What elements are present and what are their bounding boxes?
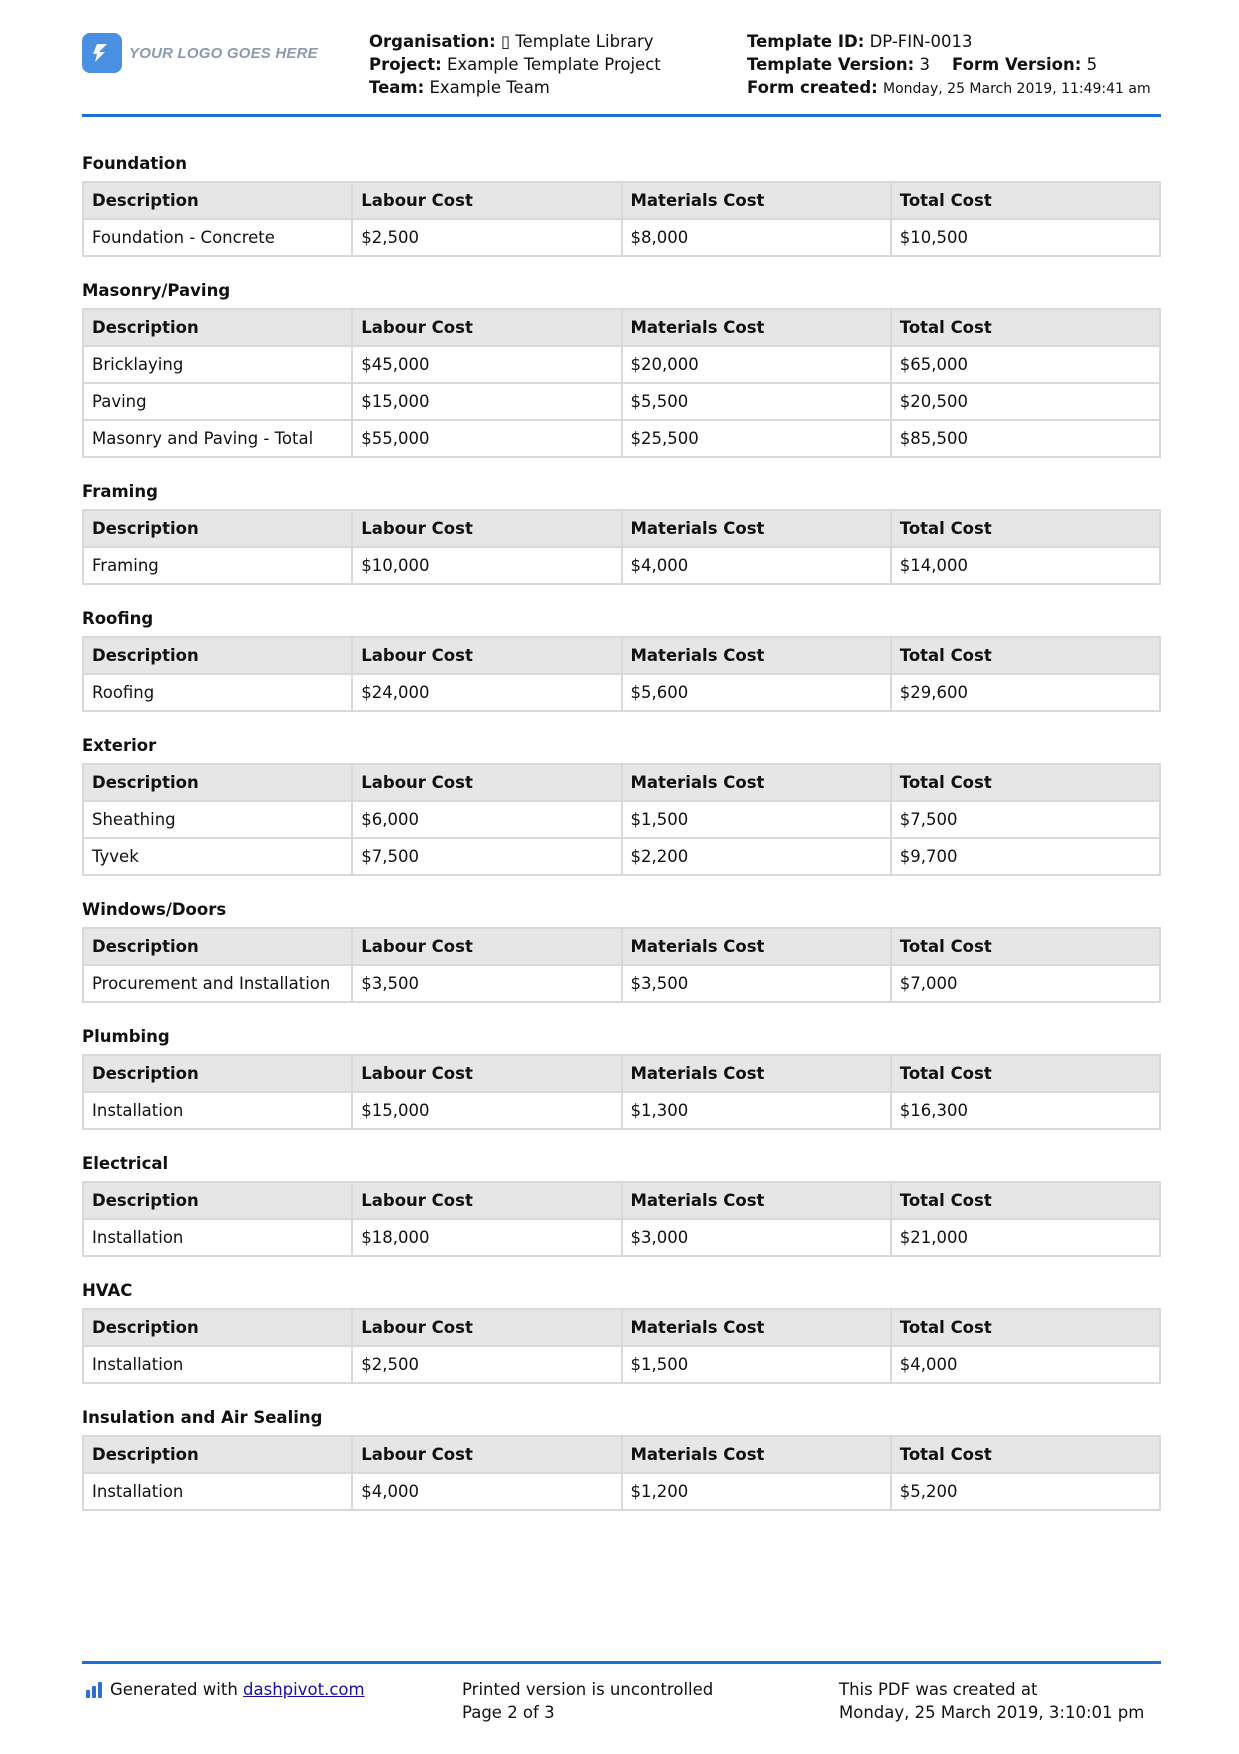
- cost-table: [82, 636, 1161, 712]
- column-header: Labour Cost: [352, 1182, 621, 1219]
- column-header: Total Cost: [891, 1182, 1160, 1219]
- table-row: [83, 1219, 1160, 1256]
- table-cell: $15,000: [352, 383, 621, 420]
- column-header: Labour Cost: [352, 309, 621, 346]
- column-header: Labour Cost: [352, 637, 621, 674]
- column-header: Total Cost: [891, 309, 1160, 346]
- table-cell: $8,000: [622, 219, 891, 256]
- column-header: Description: [83, 1182, 352, 1219]
- logo-icon: [82, 33, 122, 73]
- table-cell: $10,000: [352, 547, 621, 584]
- table-cell: Tyvek: [83, 838, 352, 875]
- template-meta: [747, 30, 1151, 101]
- cost-table: [82, 308, 1161, 458]
- table-row: [83, 420, 1160, 457]
- column-header: Labour Cost: [352, 1055, 621, 1092]
- table-cell: $1,300: [622, 1092, 891, 1129]
- section-title: Foundation: [82, 154, 188, 173]
- table-cell: $2,200: [622, 838, 891, 875]
- column-header: Materials Cost: [622, 1055, 891, 1092]
- project-value: Example Template Project: [446, 55, 661, 74]
- table-cell: Sheathing: [83, 801, 352, 838]
- column-header: Labour Cost: [352, 182, 621, 219]
- table-cell: Procurement and Installation: [83, 965, 352, 1002]
- column-header: Labour Cost: [352, 928, 621, 965]
- organisation-value: ▯ Template Library: [500, 32, 654, 51]
- table-header-row: [83, 1182, 1160, 1219]
- organisation-label: Organisation:: [369, 32, 496, 51]
- table-cell: $2,500: [352, 1346, 621, 1383]
- page-header: [82, 0, 1161, 117]
- section-title: Masonry/Paving: [82, 281, 231, 300]
- column-header: Total Cost: [891, 1055, 1160, 1092]
- table-header-row: [83, 1436, 1160, 1473]
- project-label: Project:: [369, 55, 442, 74]
- print-status: [462, 1678, 713, 1724]
- organisation-meta: [369, 30, 661, 99]
- pdf-created-text: This PDF was created at: [839, 1680, 1038, 1699]
- column-header: Description: [83, 928, 352, 965]
- section-title: HVAC: [82, 1281, 133, 1300]
- template-id-value: DP-FIN-0013: [869, 32, 973, 51]
- column-header: Description: [83, 1436, 352, 1473]
- logo-text: YOUR LOGO GOES HERE: [129, 44, 318, 62]
- cost-sections: [82, 151, 1161, 1532]
- column-header: Description: [83, 182, 352, 219]
- table-row: [83, 346, 1160, 383]
- table-cell: Framing: [83, 547, 352, 584]
- column-header: Total Cost: [891, 1436, 1160, 1473]
- team-label: Team:: [369, 78, 425, 97]
- table-cell: $7,500: [891, 801, 1160, 838]
- table-row: [83, 547, 1160, 584]
- section-title: Roofing: [82, 609, 154, 628]
- table-cell: Installation: [83, 1092, 352, 1129]
- table-cell: $7,500: [352, 838, 621, 875]
- table-header-row: [83, 182, 1160, 219]
- table-cell: $9,700: [891, 838, 1160, 875]
- form-version-label: Form Version:: [951, 55, 1082, 74]
- table-header-row: [83, 309, 1160, 346]
- table-row: [83, 383, 1160, 420]
- cost-table: [82, 1435, 1161, 1511]
- page-footer: [82, 1661, 1161, 1722]
- column-header: Labour Cost: [352, 1436, 621, 1473]
- column-header: Description: [83, 309, 352, 346]
- column-header: Description: [83, 1309, 352, 1346]
- table-cell: $25,500: [622, 420, 891, 457]
- form-created-value: Monday, 25 March 2019, 11:49:41 am: [883, 81, 1151, 97]
- table-cell: $14,000: [891, 547, 1160, 584]
- table-cell: $7,000: [891, 965, 1160, 1002]
- table-header-row: [83, 764, 1160, 801]
- table-row: [83, 838, 1160, 875]
- table-header-row: [83, 510, 1160, 547]
- column-header: Materials Cost: [622, 1309, 891, 1346]
- table-cell: Masonry and Paving - Total: [83, 420, 352, 457]
- column-header: Materials Cost: [622, 1436, 891, 1473]
- template-version-value: 3: [919, 55, 930, 74]
- column-header: Materials Cost: [622, 182, 891, 219]
- table-cell: $18,000: [352, 1219, 621, 1256]
- column-header: Description: [83, 510, 352, 547]
- section-title: Electrical: [82, 1154, 169, 1173]
- template-id-label: Template ID:: [747, 32, 865, 51]
- column-header: Materials Cost: [622, 764, 891, 801]
- column-header: Total Cost: [891, 1309, 1160, 1346]
- section-title: Windows/Doors: [82, 900, 227, 919]
- table-header-row: [83, 1309, 1160, 1346]
- cost-table: [82, 1054, 1161, 1130]
- table-row: [83, 1473, 1160, 1510]
- generated-with: [86, 1678, 365, 1701]
- table-cell: $29,600: [891, 674, 1160, 711]
- table-row: [83, 1092, 1160, 1129]
- column-header: Materials Cost: [622, 637, 891, 674]
- table-cell: $4,000: [622, 547, 891, 584]
- uncontrolled-text: Printed version is uncontrolled: [462, 1680, 714, 1699]
- table-cell: $4,000: [352, 1473, 621, 1510]
- table-cell: $21,000: [891, 1219, 1160, 1256]
- section-title: Exterior: [82, 736, 157, 755]
- generated-text: Generated with: [110, 1680, 238, 1699]
- table-cell: Installation: [83, 1219, 352, 1256]
- column-header: Total Cost: [891, 764, 1160, 801]
- form-created-label: Form created:: [747, 78, 878, 97]
- cost-table: [82, 1181, 1161, 1257]
- cost-table: [82, 181, 1161, 257]
- section-title: Framing: [82, 482, 158, 501]
- table-header-row: [83, 928, 1160, 965]
- table-header-row: [83, 1055, 1160, 1092]
- column-header: Description: [83, 764, 352, 801]
- pdf-created: [839, 1678, 1144, 1724]
- table-row: [83, 801, 1160, 838]
- table-cell: $20,500: [891, 383, 1160, 420]
- team-value: Example Team: [429, 78, 550, 97]
- table-cell: $6,000: [352, 801, 621, 838]
- dashpivot-logo-icon: [86, 1682, 102, 1698]
- column-header: Materials Cost: [622, 928, 891, 965]
- cost-table: [82, 927, 1161, 1003]
- table-cell: $45,000: [352, 346, 621, 383]
- table-cell: $16,300: [891, 1092, 1160, 1129]
- column-header: Labour Cost: [352, 510, 621, 547]
- table-cell: $4,000: [891, 1346, 1160, 1383]
- table-cell: Foundation - Concrete: [83, 219, 352, 256]
- column-header: Materials Cost: [622, 1182, 891, 1219]
- table-cell: $5,500: [622, 383, 891, 420]
- section-title: Insulation and Air Sealing: [82, 1408, 323, 1427]
- table-cell: $5,600: [622, 674, 891, 711]
- pdf-created-date: Monday, 25 March 2019, 3:10:01 pm: [839, 1703, 1145, 1722]
- table-cell: Installation: [83, 1473, 352, 1510]
- form-version-value: 5: [1086, 55, 1098, 74]
- table-cell: Bricklaying: [83, 346, 352, 383]
- column-header: Total Cost: [891, 510, 1160, 547]
- table-cell: Installation: [83, 1346, 352, 1383]
- table-cell: $1,500: [622, 801, 891, 838]
- table-cell: $3,000: [622, 1219, 891, 1256]
- column-header: Labour Cost: [352, 1309, 621, 1346]
- table-cell: $3,500: [352, 965, 621, 1002]
- table-cell: $65,000: [891, 346, 1160, 383]
- dashpivot-link[interactable]: dashpivot.com: [243, 1680, 365, 1699]
- table-cell: $15,000: [352, 1092, 621, 1129]
- table-row: [83, 674, 1160, 711]
- column-header: Materials Cost: [622, 510, 891, 547]
- table-row: [83, 965, 1160, 1002]
- table-cell: $55,000: [352, 420, 621, 457]
- table-cell: Roofing: [83, 674, 352, 711]
- table-row: [83, 219, 1160, 256]
- column-header: Total Cost: [891, 182, 1160, 219]
- column-header: Materials Cost: [622, 309, 891, 346]
- table-cell: $1,500: [622, 1346, 891, 1383]
- cost-table: [82, 1308, 1161, 1384]
- table-cell: Paving: [83, 383, 352, 420]
- column-header: Total Cost: [891, 928, 1160, 965]
- table-cell: $24,000: [352, 674, 621, 711]
- column-header: Total Cost: [891, 637, 1160, 674]
- cost-table: [82, 509, 1161, 585]
- column-header: Description: [83, 637, 352, 674]
- template-version-label: Template Version:: [747, 55, 915, 74]
- column-header: Labour Cost: [352, 764, 621, 801]
- table-cell: $2,500: [352, 219, 621, 256]
- table-cell: $20,000: [622, 346, 891, 383]
- table-cell: $85,500: [891, 420, 1160, 457]
- column-header: Description: [83, 1055, 352, 1092]
- table-cell: $10,500: [891, 219, 1160, 256]
- table-cell: $1,200: [622, 1473, 891, 1510]
- table-row: [83, 1346, 1160, 1383]
- cost-table: [82, 763, 1161, 876]
- page-number: Page 2 of 3: [462, 1703, 555, 1722]
- table-cell: $5,200: [891, 1473, 1160, 1510]
- section-title: Plumbing: [82, 1027, 170, 1046]
- logo: [82, 33, 318, 73]
- table-header-row: [83, 637, 1160, 674]
- table-cell: $3,500: [622, 965, 891, 1002]
